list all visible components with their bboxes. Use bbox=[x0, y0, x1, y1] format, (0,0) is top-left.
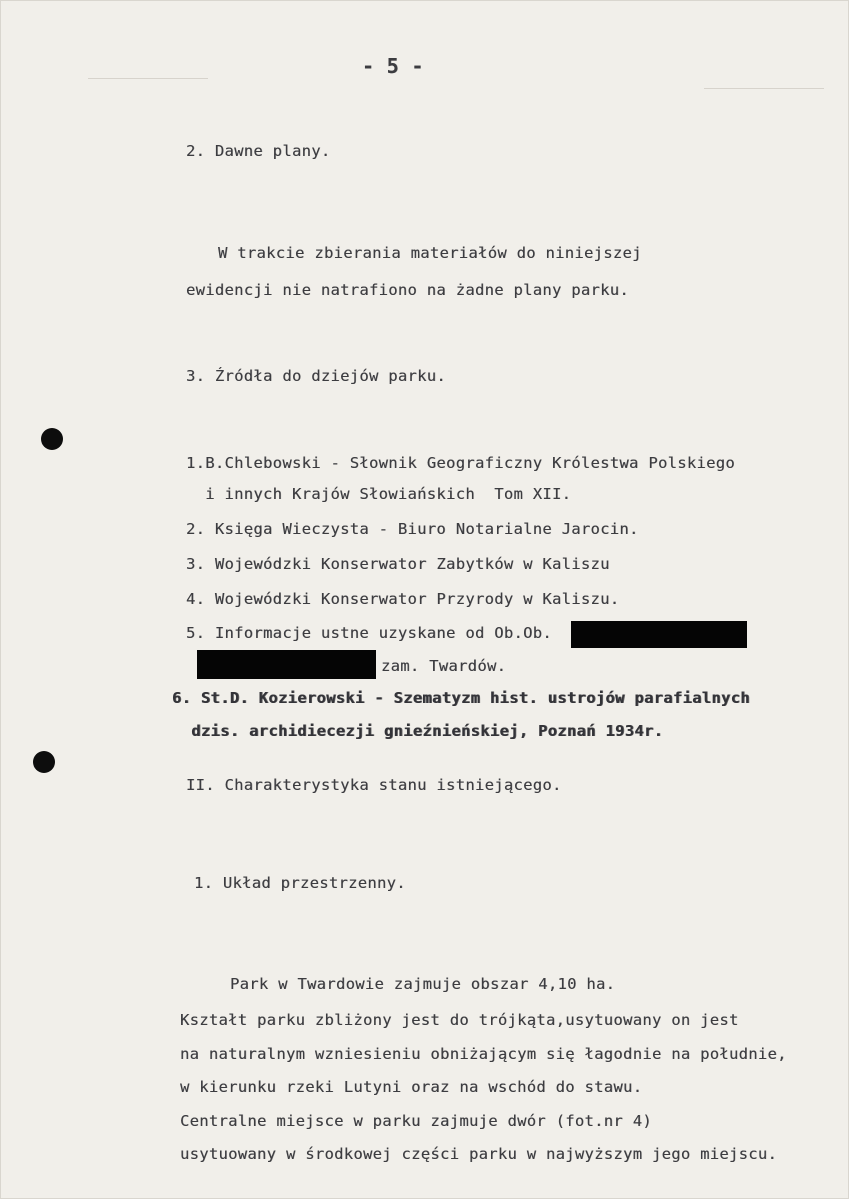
redaction-bar bbox=[571, 621, 747, 648]
source-item: 4. Wojewódzki Konserwator Przyrody w Kaliszu. bbox=[186, 590, 620, 608]
paragraph-line: usytuowany w środkowej części parku w najwyższym jego miejscu. bbox=[180, 1145, 778, 1163]
paragraph-line: W trakcie zbierania materiałów do niniejszej bbox=[218, 244, 642, 262]
section-heading: 2. Dawne plany. bbox=[186, 142, 331, 160]
source-item: 3. Wojewódzki Konserwator Zabytków w Kaliszu bbox=[186, 555, 610, 573]
paragraph-line: Park w Twardowie zajmuje obszar 4,10 ha. bbox=[230, 975, 616, 993]
source-item: dzis. archidiecezji gnieźnieńskiej, Poznań 1934r. bbox=[172, 722, 664, 740]
faint-rule bbox=[88, 78, 208, 79]
source-item: 2. Księga Wieczysta - Biuro Notarialne Jarocin. bbox=[186, 520, 639, 538]
paragraph-line: ewidencji nie natrafiono na żadne plany parku. bbox=[186, 281, 630, 299]
paragraph-line: Centralne miejsce w parku zajmuje dwór (fot.nr 4) bbox=[180, 1112, 652, 1130]
punch-hole bbox=[41, 428, 63, 450]
page-number: - 5 - bbox=[362, 54, 424, 78]
source-item: i innych Krajów Słowiańskich Tom XII. bbox=[186, 485, 572, 503]
paragraph-line: na naturalnym wzniesieniu obniżającym się łagodnie na południe, bbox=[180, 1045, 787, 1063]
paragraph-line: w kierunku rzeki Lutyni oraz na wschód do stawu. bbox=[180, 1078, 643, 1096]
punch-hole bbox=[33, 751, 55, 773]
paragraph-line: Kształt parku zbliżony jest do trójkąta,usytuowany on jest bbox=[180, 1011, 739, 1029]
section-heading: II. Charakterystyka stanu istniejącego. bbox=[186, 776, 562, 794]
redaction-bar bbox=[197, 650, 376, 679]
source-item: 6. St.D. Kozierowski - Szematyzm hist. ustrojów parafialnych bbox=[172, 689, 750, 707]
source-item: 1.B.Chlebowski - Słownik Geograficzny Królestwa Polskiego bbox=[186, 454, 736, 472]
source-item: zam. Twardów. bbox=[381, 657, 507, 675]
section-heading: 3. Źródła do dziejów parku. bbox=[186, 367, 447, 385]
subsection-heading: 1. Układ przestrzenny. bbox=[194, 874, 406, 892]
faint-rule bbox=[704, 88, 824, 89]
source-item: 5. Informacje ustne uzyskane od Ob.Ob. bbox=[186, 624, 553, 642]
